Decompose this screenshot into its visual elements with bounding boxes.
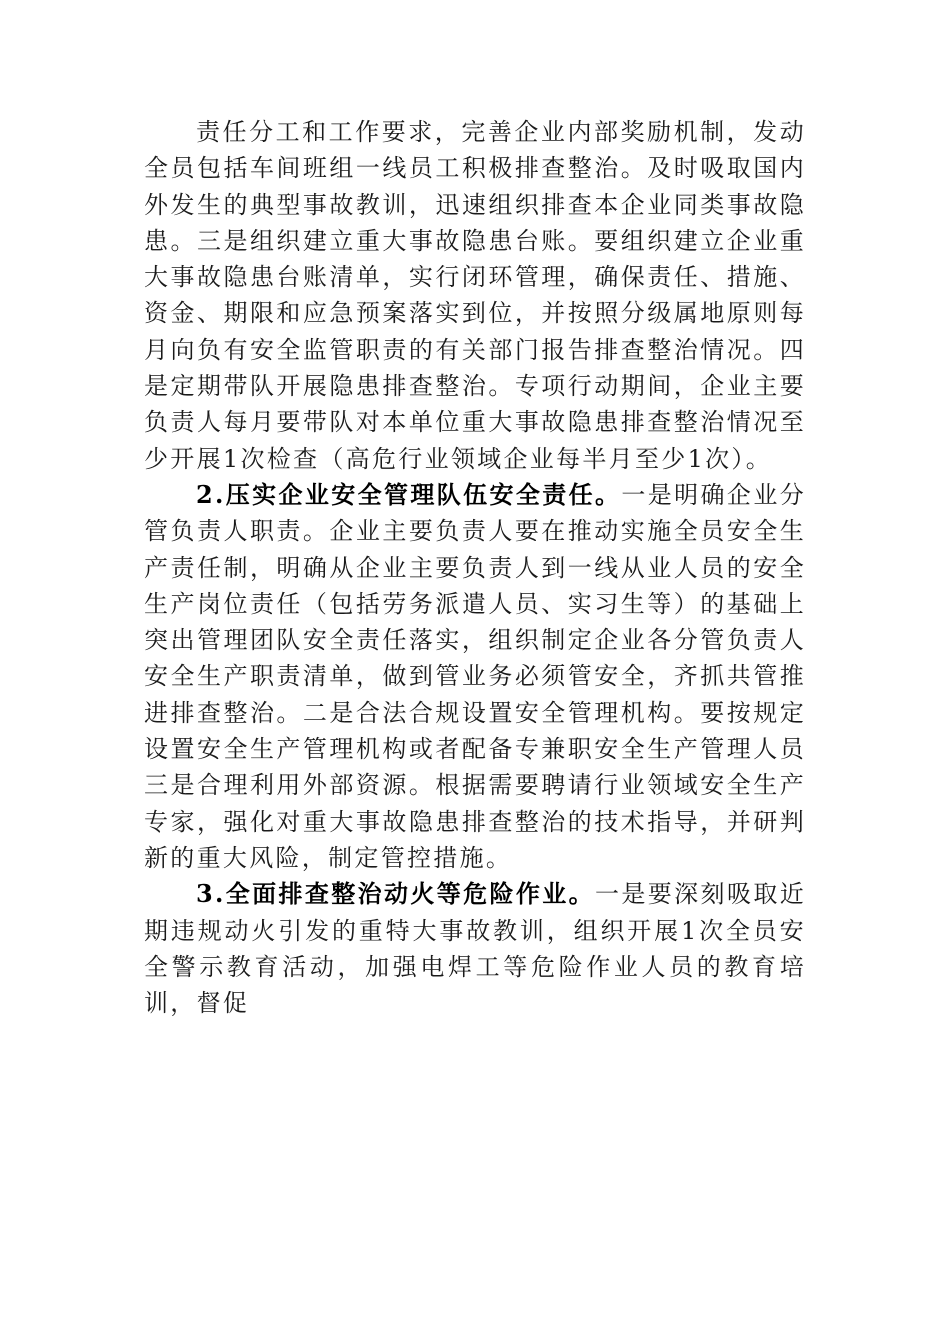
document-body xyxy=(144,114,806,1021)
paragraph-3 xyxy=(144,876,806,1021)
paragraph-2-text: 一是明确企业分管负责人职责。企业主要负责人要在推动实施全员安全生产责任制，明确从企业主要负责人到一线从业人员的安全生产岗位责任（包括劳务派遣人员、实习生等）的基础上突出管理团队安全责任落实，组织制定企业各分管负责人安全生产职责清单，做到管业务必须管安全，齐抓共管推进排查整治。二是合法合规设置安全管理机构。要按规定设置安全生产管理机构或者配备专兼职安全生产管理人员三是合理利用外部资源。根据需要聘请行业领域安全生产专家，强化对重大事故隐患排查整治的技术指导，并研判新的重大风险，制定管控措施。 xyxy=(144,480,806,872)
paragraph-1-text: 责任分工和工作要求，完善企业内部奖励机制，发动全员包括车间班组一线员工积极排查整治。及时吸取国内外发生的典型事故教训，迅速组织排查本企业同类事故隐患。三是组织建立重大事故隐患台账。要组织建立企业重大事故隐患台账清单，实行闭环管理，确保责任、措施、资金、期限和应急预案落实到位，并按照分级属地原则每月向负有安全监管职责的有关部门报告排查整治情况。四是定期带队开展隐患排查整治。专项行动期间，企业主要负责人每月要带队对本单位重大事故隐患排查整治情况至少开展1次检查（高危行业领域企业每半月至少1次）。 xyxy=(144,118,806,473)
paragraph-2-heading: 2.压实企业安全管理队伍安全责任。 xyxy=(196,479,622,509)
paragraph-2 xyxy=(144,477,806,876)
paragraph-1 xyxy=(144,114,806,477)
paragraph-3-heading: 3.全面排查整治动火等危险作业。 xyxy=(196,879,596,909)
paragraph-3-text: 一是要深刻吸取近期违规动火引发的重特大事故教训，组织开展1次全员安全警示教育活动，加强电焊工等危险作业人员的教育培训，督促 xyxy=(144,880,806,1018)
